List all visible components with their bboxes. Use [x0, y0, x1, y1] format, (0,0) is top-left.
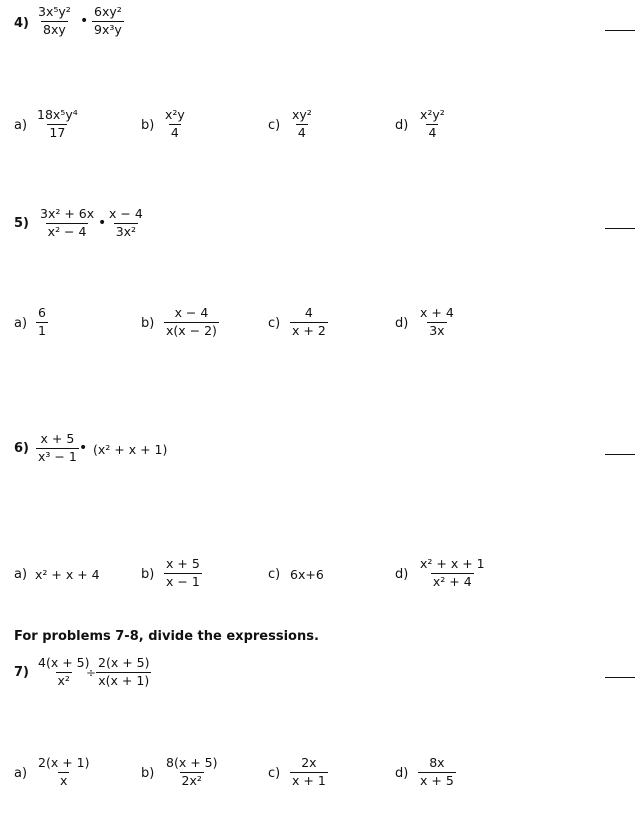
problem-4-fraction-1 [36, 6, 73, 36]
problem-7-fraction-2 [96, 657, 151, 687]
fraction-numerator: 2x [301, 755, 317, 770]
fraction-denominator: 4 [297, 124, 306, 140]
multiply-operator: • [79, 440, 88, 456]
fraction-numerator: 4 [304, 305, 313, 320]
answer-blank-5[interactable] [605, 228, 635, 229]
fraction-denominator: 17 [49, 124, 66, 140]
problem-5-choice-a[interactable] [36, 307, 48, 337]
fraction-numerator: x + 5 [40, 431, 75, 446]
fraction-denominator: x + 5 [420, 772, 454, 788]
problem-7-number: 7) [14, 665, 29, 680]
fraction-numerator: x − 4 [109, 206, 143, 221]
fraction-denominator: 8xy [43, 21, 66, 37]
choice-letter: d) [395, 316, 409, 331]
problem-6-choice-d[interactable] [418, 558, 487, 588]
problem-5-number: 5) [14, 216, 29, 231]
answer-blank-7[interactable] [605, 677, 635, 678]
multiply-operator: • [98, 215, 107, 231]
problem-4-choice-a[interactable] [35, 109, 80, 139]
fraction-numerator: 3x² + 6x [40, 206, 95, 221]
fraction-numerator: 6xy² [94, 4, 122, 19]
problem-5-fraction-1 [38, 208, 96, 238]
problem-4-number: 4) [14, 16, 29, 31]
choice-letter: a) [14, 567, 28, 582]
choice-letter: b) [141, 118, 155, 133]
problem-5-choice-d[interactable] [418, 307, 456, 337]
problem-6-choice-a[interactable]: x² + x + 4 [35, 567, 100, 582]
problem-6-choice-c[interactable]: 6x+6 [290, 567, 324, 582]
fraction-numerator: 8(x + 5) [166, 755, 218, 770]
fraction-denominator: x(x − 2) [166, 322, 217, 338]
fraction-denominator: 9x³y [94, 21, 122, 37]
fraction-numerator: 4(x + 5) [38, 655, 90, 670]
choice-letter: b) [141, 766, 155, 781]
problem-7-fraction-1 [36, 657, 91, 687]
problem-5-choice-b[interactable] [164, 307, 219, 337]
problem-4-fraction-2 [92, 6, 124, 36]
fraction-denominator: x + 2 [292, 322, 326, 338]
fraction-numerator: 8x [429, 755, 445, 770]
problem-6-number: 6) [14, 441, 29, 456]
fraction-denominator: 1 [38, 322, 46, 338]
section-instruction: For problems 7-8, divide the expressions. [14, 629, 319, 644]
fraction-numerator: 2(x + 5) [98, 655, 150, 670]
choice-letter: b) [141, 316, 155, 331]
fraction-denominator: x − 1 [166, 573, 200, 589]
fraction-denominator: 3x² [115, 223, 137, 239]
problem-7-choice-d[interactable] [418, 757, 456, 787]
choice-letter: d) [395, 567, 409, 582]
fraction-denominator: 4 [428, 124, 437, 140]
choice-letter: a) [14, 118, 28, 133]
fraction-denominator: x [60, 772, 68, 788]
fraction-numerator: 3x⁵y² [38, 4, 71, 19]
problem-4-choice-c[interactable] [290, 109, 314, 139]
fraction-denominator: 2x² [181, 772, 202, 788]
choice-letter: d) [395, 766, 409, 781]
divide-operator: ÷ [86, 666, 97, 680]
problem-7-choice-c[interactable] [290, 757, 328, 787]
problem-6-polynomial: (x² + x + 1) [93, 442, 168, 457]
fraction-numerator: x − 4 [174, 305, 209, 320]
fraction-denominator: x² − 4 [47, 223, 87, 239]
problem-6-choice-b[interactable] [164, 558, 202, 588]
fraction-numerator: x + 4 [420, 305, 454, 320]
problem-4-choice-d[interactable] [418, 109, 447, 139]
fraction-denominator: x + 1 [292, 772, 326, 788]
fraction-numerator: 18x⁵y⁴ [37, 107, 78, 122]
fraction-denominator: x³ − 1 [38, 448, 77, 464]
problem-7-choice-b[interactable] [164, 757, 219, 787]
fraction-denominator: 4 [170, 124, 179, 140]
choice-letter: b) [141, 567, 155, 582]
problem-4-choice-b[interactable] [163, 109, 187, 139]
problem-5-fraction-2 [107, 208, 145, 238]
fraction-numerator: x + 5 [166, 556, 200, 571]
fraction-numerator: 2(x + 1) [38, 755, 90, 770]
fraction-numerator: xy² [292, 107, 312, 122]
fraction-numerator: x²y² [420, 107, 445, 122]
choice-letter: a) [14, 766, 28, 781]
fraction-denominator: x² [57, 672, 70, 688]
fraction-numerator: 6 [38, 305, 46, 320]
answer-blank-6[interactable] [605, 454, 635, 455]
fraction-denominator: 3x [429, 322, 445, 338]
answer-blank-4[interactable] [605, 30, 635, 31]
fraction-numerator: x² + x + 1 [420, 556, 485, 571]
multiply-operator: • [80, 13, 89, 29]
problem-6-fraction-1 [36, 433, 79, 463]
fraction-numerator: x²y [165, 107, 185, 122]
choice-letter: a) [14, 316, 28, 331]
problem-7-choice-a[interactable] [36, 757, 91, 787]
choice-letter: c) [268, 118, 281, 133]
choice-letter: c) [268, 766, 281, 781]
choice-letter: d) [395, 118, 409, 133]
fraction-denominator: x(x + 1) [98, 672, 150, 688]
choice-letter: c) [268, 316, 281, 331]
problem-5-choice-c[interactable] [290, 307, 328, 337]
choice-letter: c) [268, 567, 281, 582]
fraction-denominator: x² + 4 [432, 573, 472, 589]
